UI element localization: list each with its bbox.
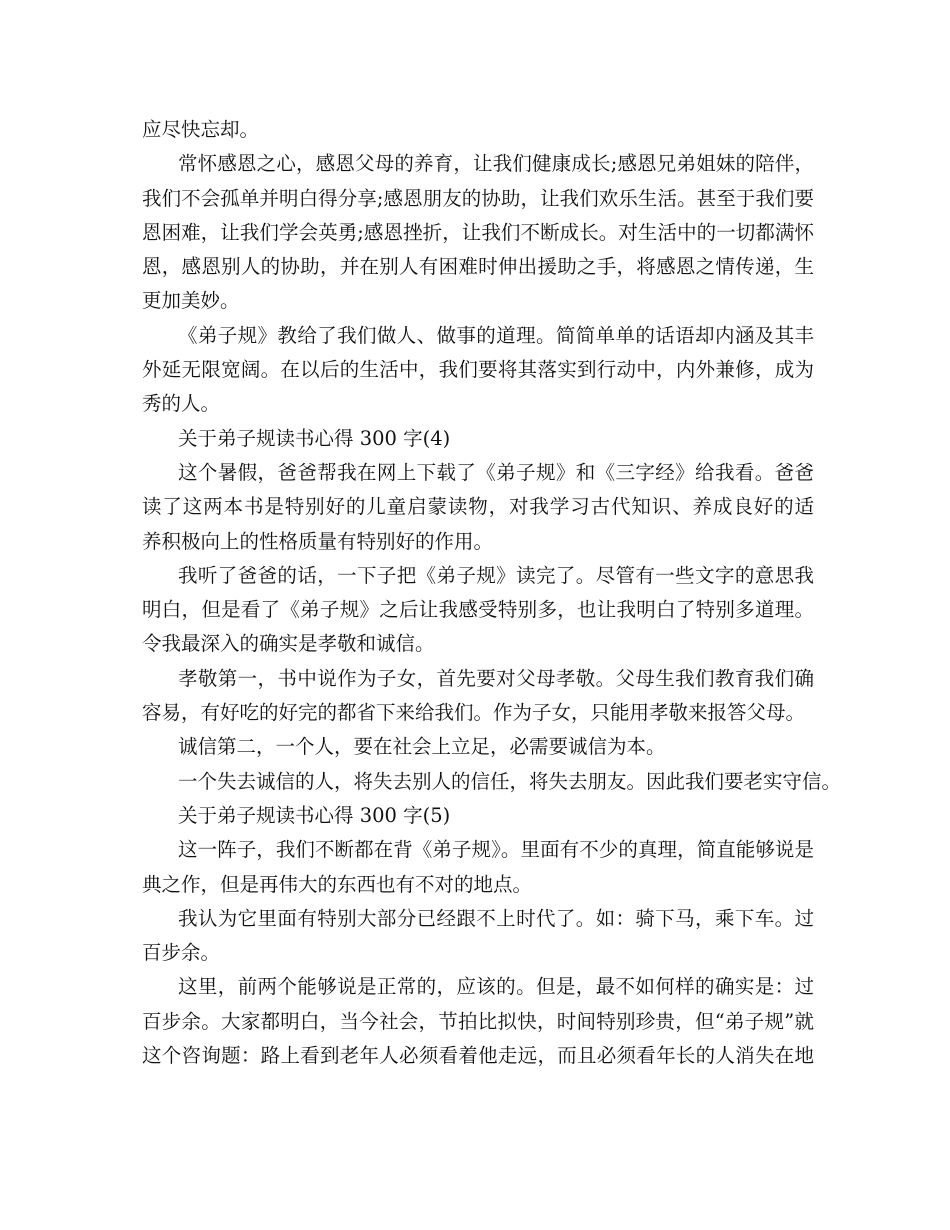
text-line: 我听了爸爸的话，一下子把《弟子规》读完了。尽管有一些文字的意思我	[178, 563, 814, 587]
text-line: 我认为它里面有特别大部分已经跟不上时代了。如：骑下马，乘下车。过	[178, 906, 814, 930]
text-line: 更加美妙。	[142, 289, 240, 313]
text-line: 孝敬第一，书中说作为子女，首先要对父母孝敬。父母生我们教育我们确	[178, 666, 814, 690]
text-line: 诚信第二，一个人，要在社会上立足，必需要诚信为本。	[178, 735, 666, 759]
text-line: 读了这两本书是特别好的儿童启蒙读物，对我学习古代知识、养成良好的适	[142, 495, 814, 519]
text-line: 一个失去诚信的人，将失去别人的信任，将失去朋友。因此我们要老实守信。	[178, 769, 842, 793]
text-line: 恩困难，让我们学会英勇;感恩挫折，让我们不断成长。对生活中的一切都满怀	[142, 220, 814, 244]
text-line: 我们不会孤单并明白得分享;感恩朋友的协助，让我们欢乐生活。甚至于我们要	[142, 186, 814, 210]
text-line: 百步余。	[142, 941, 221, 965]
text-line: 令我最深入的确实是孝敬和诚信。	[142, 632, 435, 656]
text-line: 恩，感恩别人的协助，并在别人有困难时伸出援助之手，将感恩之情传递，生	[142, 255, 814, 279]
text-line: 关于弟子规读书心得 300 字(5)	[178, 803, 451, 827]
text-line: 典之作，但是再伟大的东西也有不对的地点。	[142, 872, 533, 896]
text-line: 百步余。大家都明白，当今社会，节拍比拟快，时间特别珍贵，但“弟子规”就	[142, 1009, 814, 1033]
text-line: 容易，有好吃的好完的都省下来给我们。作为子女，只能用孝敬来报答父母。	[142, 701, 806, 725]
text-line: 明白，但是看了《弟子规》之后让我感受特别多，也让我明白了特别多道理。	[142, 598, 814, 622]
text-line: 这里，前两个能够说是正常的，应该的。但是，最不如何样的确实是：过	[178, 975, 814, 999]
text-line: 秀的人。	[142, 392, 221, 416]
text-line: 这个咨询题：路上看到老年人必须看着他走远，而且必须看年长的人消失在地	[142, 1044, 814, 1068]
text-line: 养积极向上的性格质量有特别好的作用。	[142, 529, 494, 553]
text-line: 常怀感恩之心，感恩父母的养育，让我们健康成长;感恩兄弟姐妹的陪伴，	[178, 152, 814, 176]
document-body	[142, 113, 842, 1073]
text-line: 《弟子规》教给了我们做人、做事的道理。简简单单的话语却内涵及其丰	[178, 323, 814, 347]
text-line: 外延无限宽阔。在以后的生活中，我们要将其落实到行动中，内外兼修，成为	[142, 358, 814, 382]
text-line: 关于弟子规读书心得 300 字(4)	[178, 426, 451, 450]
text-line: 这一阵子，我们不断都在背《弟子规》。里面有不少的真理，简直能够说是	[178, 838, 814, 862]
text-line: 这个暑假，爸爸帮我在网上下载了《弟子规》和《三字经》给我看。爸爸	[178, 460, 814, 484]
text-line: 应尽快忘却。	[142, 118, 260, 141]
